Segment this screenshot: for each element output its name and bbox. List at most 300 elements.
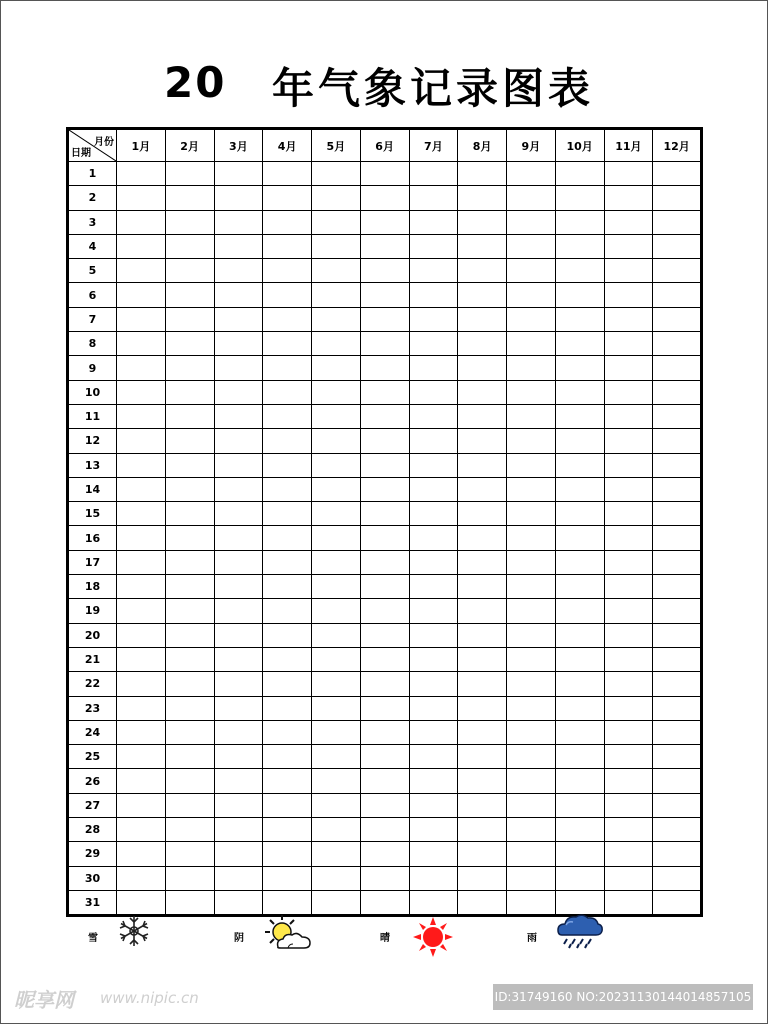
weather-cell[interactable] <box>653 623 702 647</box>
weather-cell[interactable] <box>214 526 263 550</box>
weather-cell[interactable] <box>214 575 263 599</box>
weather-cell[interactable] <box>458 332 507 356</box>
weather-cell[interactable] <box>165 453 214 477</box>
weather-cell[interactable] <box>653 234 702 258</box>
weather-cell[interactable] <box>458 477 507 501</box>
weather-cell[interactable] <box>507 502 556 526</box>
weather-cell[interactable] <box>263 672 312 696</box>
weather-cell[interactable] <box>360 234 409 258</box>
weather-cell[interactable] <box>165 550 214 574</box>
weather-cell[interactable] <box>263 332 312 356</box>
weather-cell[interactable] <box>555 720 604 744</box>
weather-cell[interactable] <box>117 793 166 817</box>
weather-cell[interactable] <box>507 283 556 307</box>
weather-cell[interactable] <box>312 672 361 696</box>
weather-cell[interactable] <box>604 745 653 769</box>
weather-cell[interactable] <box>555 186 604 210</box>
weather-cell[interactable] <box>360 380 409 404</box>
weather-cell[interactable] <box>458 186 507 210</box>
weather-cell[interactable] <box>312 866 361 890</box>
weather-cell[interactable] <box>214 404 263 428</box>
weather-cell[interactable] <box>360 259 409 283</box>
weather-cell[interactable] <box>360 186 409 210</box>
weather-cell[interactable] <box>263 162 312 186</box>
weather-cell[interactable] <box>409 210 458 234</box>
weather-cell[interactable] <box>263 356 312 380</box>
weather-cell[interactable] <box>117 623 166 647</box>
weather-cell[interactable] <box>214 380 263 404</box>
weather-cell[interactable] <box>117 890 166 915</box>
weather-cell[interactable] <box>165 234 214 258</box>
weather-cell[interactable] <box>263 745 312 769</box>
weather-cell[interactable] <box>263 502 312 526</box>
weather-cell[interactable] <box>604 283 653 307</box>
weather-cell[interactable] <box>507 356 556 380</box>
weather-cell[interactable] <box>458 769 507 793</box>
weather-cell[interactable] <box>458 890 507 915</box>
weather-cell[interactable] <box>263 720 312 744</box>
weather-cell[interactable] <box>409 404 458 428</box>
weather-cell[interactable] <box>117 550 166 574</box>
weather-cell[interactable] <box>555 550 604 574</box>
weather-cell[interactable] <box>458 307 507 331</box>
weather-cell[interactable] <box>458 696 507 720</box>
weather-cell[interactable] <box>165 526 214 550</box>
weather-cell[interactable] <box>458 866 507 890</box>
weather-cell[interactable] <box>360 356 409 380</box>
weather-cell[interactable] <box>214 842 263 866</box>
weather-cell[interactable] <box>507 429 556 453</box>
weather-cell[interactable] <box>653 842 702 866</box>
weather-cell[interactable] <box>458 162 507 186</box>
weather-cell[interactable] <box>312 526 361 550</box>
weather-cell[interactable] <box>214 477 263 501</box>
weather-cell[interactable] <box>360 526 409 550</box>
weather-cell[interactable] <box>409 623 458 647</box>
weather-cell[interactable] <box>555 696 604 720</box>
weather-cell[interactable] <box>409 259 458 283</box>
weather-cell[interactable] <box>409 186 458 210</box>
weather-cell[interactable] <box>165 307 214 331</box>
weather-cell[interactable] <box>360 307 409 331</box>
weather-cell[interactable] <box>360 745 409 769</box>
weather-cell[interactable] <box>165 696 214 720</box>
weather-cell[interactable] <box>263 380 312 404</box>
weather-cell[interactable] <box>604 890 653 915</box>
weather-cell[interactable] <box>653 866 702 890</box>
weather-cell[interactable] <box>653 720 702 744</box>
weather-cell[interactable] <box>117 818 166 842</box>
weather-cell[interactable] <box>214 234 263 258</box>
weather-cell[interactable] <box>409 575 458 599</box>
weather-cell[interactable] <box>312 210 361 234</box>
weather-cell[interactable] <box>312 745 361 769</box>
weather-cell[interactable] <box>555 356 604 380</box>
weather-cell[interactable] <box>604 477 653 501</box>
weather-cell[interactable] <box>263 453 312 477</box>
weather-cell[interactable] <box>117 356 166 380</box>
weather-cell[interactable] <box>604 186 653 210</box>
weather-cell[interactable] <box>507 890 556 915</box>
weather-cell[interactable] <box>409 162 458 186</box>
weather-cell[interactable] <box>165 210 214 234</box>
weather-cell[interactable] <box>458 623 507 647</box>
weather-cell[interactable] <box>117 526 166 550</box>
weather-cell[interactable] <box>409 453 458 477</box>
weather-cell[interactable] <box>312 429 361 453</box>
weather-cell[interactable] <box>312 259 361 283</box>
weather-cell[interactable] <box>117 332 166 356</box>
weather-cell[interactable] <box>653 818 702 842</box>
weather-cell[interactable] <box>360 502 409 526</box>
weather-cell[interactable] <box>360 818 409 842</box>
weather-cell[interactable] <box>458 793 507 817</box>
weather-cell[interactable] <box>263 550 312 574</box>
weather-cell[interactable] <box>312 477 361 501</box>
weather-cell[interactable] <box>555 599 604 623</box>
weather-cell[interactable] <box>214 283 263 307</box>
weather-cell[interactable] <box>165 575 214 599</box>
weather-cell[interactable] <box>214 332 263 356</box>
weather-cell[interactable] <box>653 550 702 574</box>
weather-cell[interactable] <box>409 696 458 720</box>
weather-cell[interactable] <box>409 672 458 696</box>
weather-cell[interactable] <box>263 793 312 817</box>
weather-cell[interactable] <box>555 745 604 769</box>
weather-cell[interactable] <box>263 477 312 501</box>
weather-cell[interactable] <box>604 575 653 599</box>
weather-cell[interactable] <box>214 502 263 526</box>
weather-cell[interactable] <box>360 769 409 793</box>
weather-cell[interactable] <box>214 429 263 453</box>
weather-cell[interactable] <box>604 453 653 477</box>
weather-cell[interactable] <box>165 404 214 428</box>
weather-cell[interactable] <box>263 818 312 842</box>
weather-cell[interactable] <box>604 332 653 356</box>
weather-cell[interactable] <box>555 793 604 817</box>
weather-cell[interactable] <box>214 453 263 477</box>
weather-cell[interactable] <box>214 623 263 647</box>
weather-cell[interactable] <box>263 842 312 866</box>
weather-cell[interactable] <box>312 162 361 186</box>
weather-cell[interactable] <box>458 234 507 258</box>
weather-cell[interactable] <box>263 404 312 428</box>
weather-cell[interactable] <box>312 720 361 744</box>
weather-cell[interactable] <box>409 818 458 842</box>
weather-cell[interactable] <box>263 429 312 453</box>
weather-cell[interactable] <box>458 550 507 574</box>
weather-cell[interactable] <box>507 769 556 793</box>
weather-cell[interactable] <box>409 307 458 331</box>
weather-cell[interactable] <box>165 477 214 501</box>
weather-cell[interactable] <box>117 162 166 186</box>
weather-cell[interactable] <box>117 429 166 453</box>
weather-cell[interactable] <box>507 818 556 842</box>
weather-cell[interactable] <box>507 720 556 744</box>
weather-cell[interactable] <box>312 234 361 258</box>
weather-cell[interactable] <box>263 283 312 307</box>
weather-cell[interactable] <box>214 769 263 793</box>
weather-cell[interactable] <box>555 818 604 842</box>
weather-cell[interactable] <box>165 866 214 890</box>
weather-cell[interactable] <box>165 793 214 817</box>
weather-cell[interactable] <box>117 866 166 890</box>
weather-cell[interactable] <box>165 745 214 769</box>
weather-cell[interactable] <box>214 745 263 769</box>
weather-cell[interactable] <box>458 404 507 428</box>
weather-cell[interactable] <box>458 818 507 842</box>
weather-cell[interactable] <box>507 477 556 501</box>
weather-cell[interactable] <box>312 404 361 428</box>
weather-cell[interactable] <box>409 842 458 866</box>
weather-cell[interactable] <box>507 259 556 283</box>
weather-cell[interactable] <box>263 696 312 720</box>
weather-cell[interactable] <box>409 380 458 404</box>
weather-cell[interactable] <box>165 672 214 696</box>
weather-cell[interactable] <box>604 866 653 890</box>
weather-cell[interactable] <box>263 234 312 258</box>
weather-cell[interactable] <box>409 283 458 307</box>
weather-cell[interactable] <box>507 404 556 428</box>
weather-cell[interactable] <box>263 575 312 599</box>
weather-cell[interactable] <box>312 696 361 720</box>
weather-cell[interactable] <box>604 404 653 428</box>
weather-cell[interactable] <box>507 599 556 623</box>
weather-cell[interactable] <box>653 162 702 186</box>
weather-cell[interactable] <box>165 502 214 526</box>
weather-cell[interactable] <box>507 234 556 258</box>
weather-cell[interactable] <box>555 672 604 696</box>
weather-cell[interactable] <box>409 769 458 793</box>
weather-cell[interactable] <box>507 526 556 550</box>
weather-cell[interactable] <box>507 162 556 186</box>
weather-cell[interactable] <box>117 404 166 428</box>
weather-cell[interactable] <box>214 550 263 574</box>
weather-cell[interactable] <box>117 259 166 283</box>
weather-cell[interactable] <box>214 307 263 331</box>
weather-cell[interactable] <box>312 380 361 404</box>
weather-cell[interactable] <box>165 283 214 307</box>
weather-cell[interactable] <box>507 550 556 574</box>
weather-cell[interactable] <box>263 599 312 623</box>
weather-cell[interactable] <box>653 332 702 356</box>
weather-cell[interactable] <box>507 332 556 356</box>
weather-cell[interactable] <box>653 502 702 526</box>
weather-cell[interactable] <box>653 429 702 453</box>
weather-cell[interactable] <box>312 890 361 915</box>
weather-cell[interactable] <box>214 210 263 234</box>
weather-cell[interactable] <box>458 647 507 671</box>
weather-cell[interactable] <box>117 234 166 258</box>
weather-cell[interactable] <box>214 818 263 842</box>
weather-cell[interactable] <box>165 647 214 671</box>
weather-cell[interactable] <box>409 793 458 817</box>
weather-cell[interactable] <box>507 842 556 866</box>
weather-cell[interactable] <box>360 672 409 696</box>
weather-cell[interactable] <box>117 696 166 720</box>
weather-cell[interactable] <box>165 429 214 453</box>
weather-cell[interactable] <box>263 623 312 647</box>
weather-cell[interactable] <box>117 769 166 793</box>
weather-cell[interactable] <box>117 307 166 331</box>
weather-cell[interactable] <box>360 890 409 915</box>
weather-cell[interactable] <box>263 526 312 550</box>
weather-cell[interactable] <box>117 380 166 404</box>
weather-cell[interactable] <box>360 575 409 599</box>
weather-cell[interactable] <box>653 356 702 380</box>
weather-cell[interactable] <box>165 380 214 404</box>
weather-cell[interactable] <box>653 575 702 599</box>
weather-cell[interactable] <box>263 259 312 283</box>
weather-cell[interactable] <box>263 647 312 671</box>
weather-cell[interactable] <box>555 404 604 428</box>
weather-cell[interactable] <box>312 550 361 574</box>
weather-cell[interactable] <box>263 210 312 234</box>
weather-cell[interactable] <box>653 599 702 623</box>
weather-cell[interactable] <box>653 380 702 404</box>
weather-cell[interactable] <box>604 380 653 404</box>
weather-cell[interactable] <box>409 647 458 671</box>
weather-cell[interactable] <box>165 818 214 842</box>
weather-cell[interactable] <box>360 550 409 574</box>
weather-cell[interactable] <box>117 599 166 623</box>
weather-cell[interactable] <box>409 890 458 915</box>
weather-cell[interactable] <box>360 623 409 647</box>
weather-cell[interactable] <box>214 186 263 210</box>
weather-cell[interactable] <box>312 647 361 671</box>
weather-cell[interactable] <box>263 307 312 331</box>
weather-cell[interactable] <box>458 526 507 550</box>
weather-cell[interactable] <box>312 623 361 647</box>
weather-cell[interactable] <box>165 259 214 283</box>
weather-cell[interactable] <box>360 793 409 817</box>
weather-cell[interactable] <box>653 793 702 817</box>
weather-cell[interactable] <box>409 429 458 453</box>
weather-cell[interactable] <box>604 526 653 550</box>
weather-cell[interactable] <box>604 793 653 817</box>
weather-cell[interactable] <box>507 866 556 890</box>
weather-cell[interactable] <box>555 162 604 186</box>
weather-cell[interactable] <box>312 599 361 623</box>
weather-cell[interactable] <box>653 647 702 671</box>
weather-cell[interactable] <box>555 283 604 307</box>
weather-cell[interactable] <box>360 696 409 720</box>
weather-cell[interactable] <box>604 720 653 744</box>
weather-cell[interactable] <box>653 453 702 477</box>
weather-cell[interactable] <box>360 842 409 866</box>
weather-cell[interactable] <box>165 623 214 647</box>
weather-cell[interactable] <box>653 745 702 769</box>
weather-cell[interactable] <box>604 599 653 623</box>
weather-cell[interactable] <box>409 502 458 526</box>
weather-cell[interactable] <box>409 477 458 501</box>
weather-cell[interactable] <box>263 769 312 793</box>
weather-cell[interactable] <box>507 647 556 671</box>
weather-cell[interactable] <box>165 842 214 866</box>
weather-cell[interactable] <box>360 332 409 356</box>
weather-cell[interactable] <box>409 720 458 744</box>
weather-cell[interactable] <box>507 623 556 647</box>
weather-cell[interactable] <box>409 234 458 258</box>
weather-cell[interactable] <box>117 720 166 744</box>
weather-cell[interactable] <box>604 210 653 234</box>
weather-cell[interactable] <box>117 647 166 671</box>
weather-cell[interactable] <box>312 842 361 866</box>
weather-cell[interactable] <box>409 745 458 769</box>
weather-cell[interactable] <box>458 380 507 404</box>
weather-cell[interactable] <box>604 429 653 453</box>
weather-cell[interactable] <box>360 866 409 890</box>
weather-cell[interactable] <box>165 599 214 623</box>
weather-cell[interactable] <box>360 477 409 501</box>
weather-cell[interactable] <box>555 477 604 501</box>
weather-cell[interactable] <box>604 307 653 331</box>
weather-cell[interactable] <box>507 793 556 817</box>
weather-cell[interactable] <box>409 599 458 623</box>
weather-cell[interactable] <box>360 404 409 428</box>
weather-cell[interactable] <box>409 356 458 380</box>
weather-cell[interactable] <box>458 842 507 866</box>
weather-cell[interactable] <box>653 259 702 283</box>
weather-cell[interactable] <box>653 890 702 915</box>
weather-cell[interactable] <box>604 842 653 866</box>
weather-cell[interactable] <box>507 575 556 599</box>
weather-cell[interactable] <box>507 745 556 769</box>
weather-cell[interactable] <box>604 550 653 574</box>
weather-cell[interactable] <box>555 890 604 915</box>
weather-cell[interactable] <box>604 769 653 793</box>
weather-cell[interactable] <box>165 186 214 210</box>
weather-cell[interactable] <box>604 234 653 258</box>
weather-cell[interactable] <box>604 696 653 720</box>
weather-cell[interactable] <box>555 210 604 234</box>
weather-cell[interactable] <box>214 696 263 720</box>
weather-cell[interactable] <box>604 356 653 380</box>
weather-cell[interactable] <box>555 380 604 404</box>
weather-cell[interactable] <box>312 307 361 331</box>
weather-cell[interactable] <box>312 356 361 380</box>
weather-cell[interactable] <box>360 429 409 453</box>
weather-cell[interactable] <box>555 429 604 453</box>
weather-cell[interactable] <box>117 283 166 307</box>
weather-cell[interactable] <box>312 453 361 477</box>
weather-cell[interactable] <box>653 672 702 696</box>
weather-cell[interactable] <box>117 477 166 501</box>
weather-cell[interactable] <box>555 332 604 356</box>
weather-cell[interactable] <box>214 866 263 890</box>
weather-cell[interactable] <box>117 453 166 477</box>
weather-cell[interactable] <box>312 502 361 526</box>
weather-cell[interactable] <box>165 720 214 744</box>
weather-cell[interactable] <box>312 283 361 307</box>
weather-cell[interactable] <box>360 162 409 186</box>
weather-cell[interactable] <box>214 720 263 744</box>
weather-cell[interactable] <box>117 745 166 769</box>
weather-cell[interactable] <box>360 283 409 307</box>
weather-cell[interactable] <box>653 769 702 793</box>
weather-cell[interactable] <box>653 526 702 550</box>
weather-cell[interactable] <box>312 332 361 356</box>
weather-cell[interactable] <box>458 599 507 623</box>
weather-cell[interactable] <box>214 259 263 283</box>
weather-cell[interactable] <box>117 575 166 599</box>
weather-cell[interactable] <box>653 186 702 210</box>
weather-cell[interactable] <box>604 672 653 696</box>
weather-cell[interactable] <box>409 550 458 574</box>
weather-cell[interactable] <box>117 210 166 234</box>
weather-cell[interactable] <box>214 599 263 623</box>
weather-cell[interactable] <box>555 623 604 647</box>
